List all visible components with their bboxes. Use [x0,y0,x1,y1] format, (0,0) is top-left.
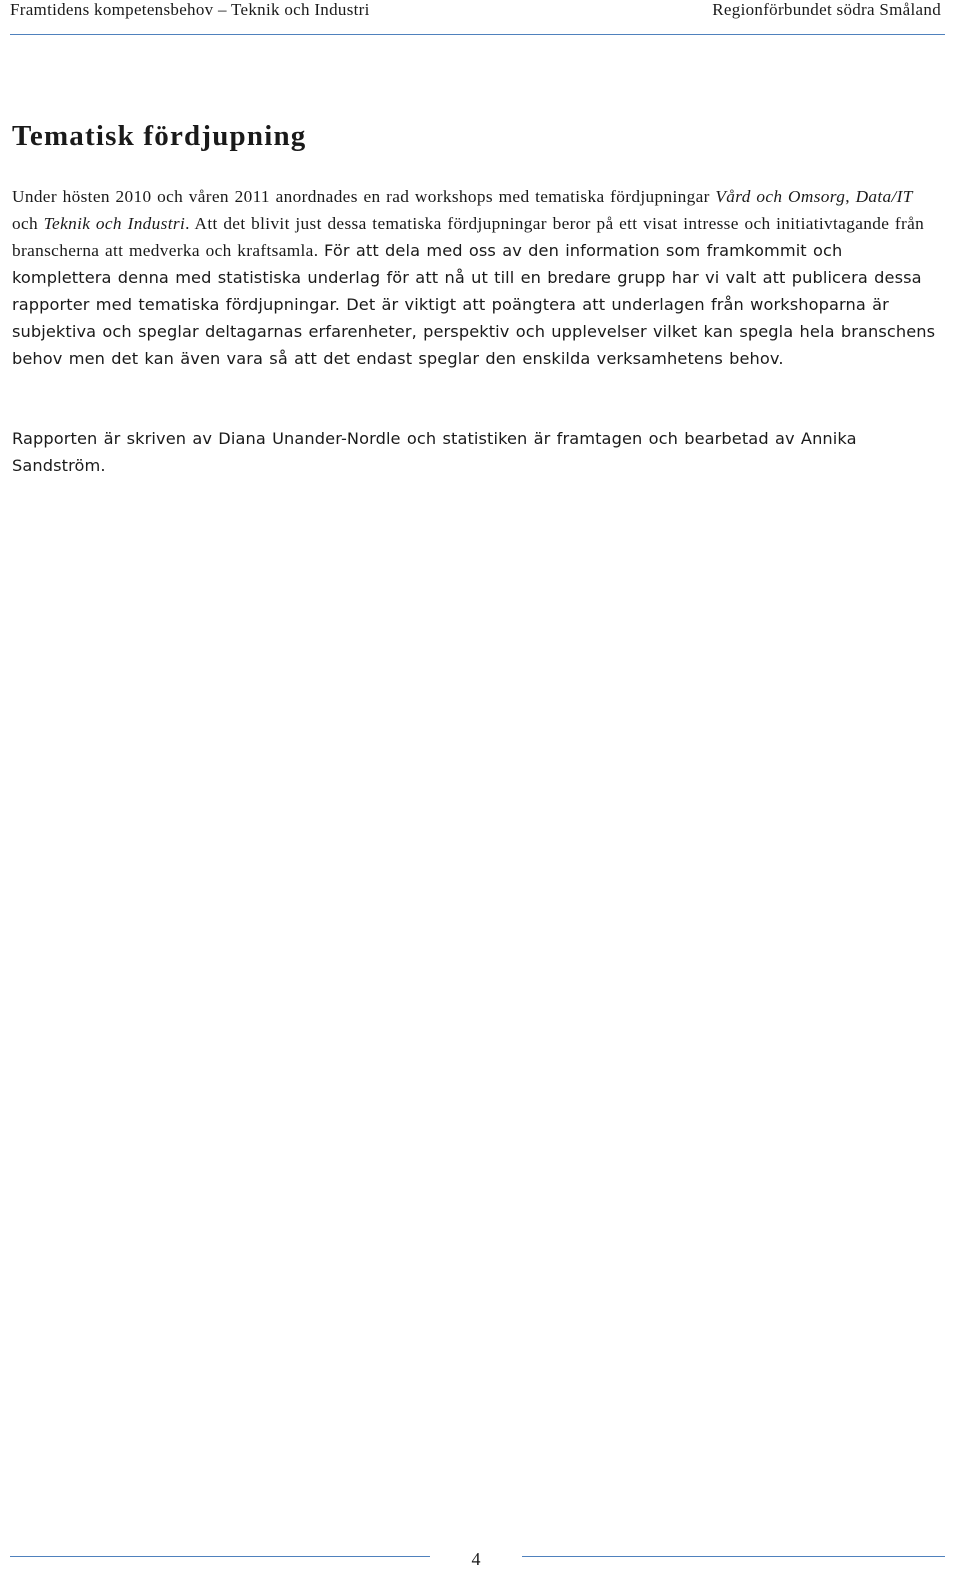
main-content [12,112,937,479]
theme-technology-industry: Teknik och Industri [43,214,186,233]
footer-rule-right [522,1556,945,1557]
intro-text-3: och [12,214,44,233]
header-organization: Regionförbundet södra Småland [712,0,941,19]
header-document-title: Framtidens kompetensbehov – Teknik och Industri [10,0,370,19]
intro-text-1: Under hösten 2010 och våren 2011 anordnades en rad workshops med tematiska fördjupningar [12,187,716,206]
section-title: Tematisk fördjupning [12,120,307,152]
footer-rule-left [10,1556,430,1557]
intro-text-2: , [845,187,856,206]
intro-text-4: . Att det blivit just dessa tematiska fördjupningar beror på ett visat intresse och initiativtagande från branscherna att medverka och kraftsamla. [12,214,925,260]
intro-text-5: För att dela med oss av den information som framkommit och komplettera denna med statistiska underlag för att nå ut till en bredare grupp har vi valt att publicera dessa rapporter med tematiska fördjupningar. Det är viktigt att poängtera att underlagen från workshoparna är subjektiva och speglar deltagarnas erfarenheter, perspektiv och upplevelser vilket kan spegla hela branschens behov men det kan även vara så att det endast speglar den enskilda verksamhetens behov. [12,241,936,368]
authors-paragraph: Rapporten är skriven av Diana Unander-Nordle och statistiken är framtagen och bearbetad av Annika Sandström. [12,429,857,475]
page-number: 4 [471,1549,481,1569]
theme-data-it: Data/IT [855,187,913,206]
page-footer [10,1548,945,1577]
theme-care: Vård och Omsorg [715,187,846,206]
page-header [10,0,945,35]
intro-paragraph [12,183,937,372]
